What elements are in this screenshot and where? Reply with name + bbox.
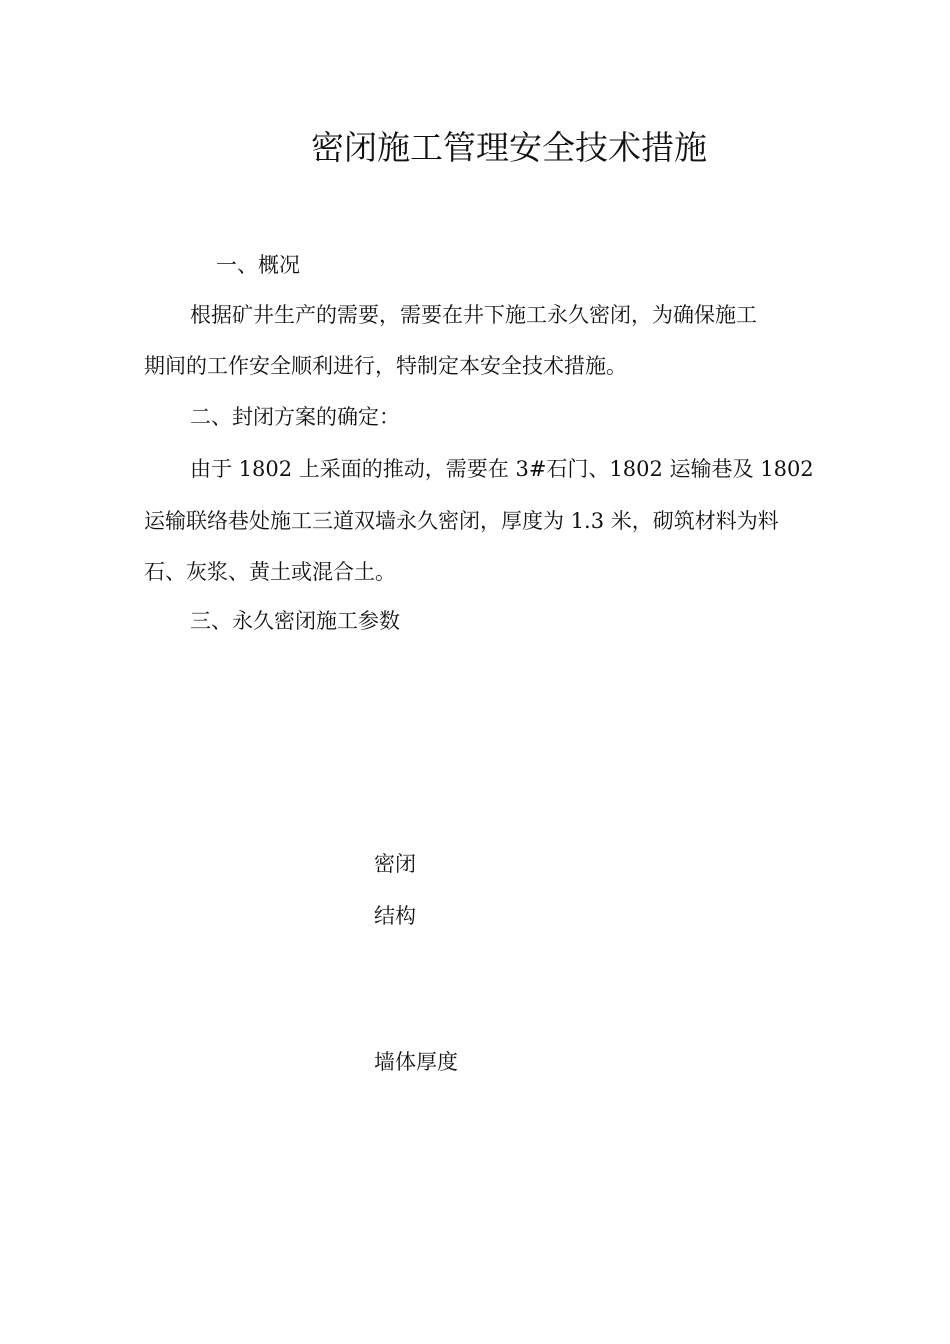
section1-heading: 一、概况 [216, 253, 300, 277]
section1-paragraph-line2: 期间的工作安全顺利进行，特制定本安全技术措施。 [144, 354, 627, 378]
table-cell-structure-line2: 结构 [374, 904, 416, 928]
table-cell-structure-line1: 密闭 [374, 852, 416, 876]
section2-paragraph-line2: 运输联络巷处施工三道双墙永久密闭，厚度为 1.3 米，砌筑材料为料 [144, 509, 779, 533]
section2-paragraph-line1: 由于 1802 上采面的推动，需要在 3#石门、1802 运输巷及 1802 [190, 457, 814, 481]
section1-paragraph-line1: 根据矿井生产的需要，需要在井下施工永久密闭，为确保施工 [190, 303, 757, 327]
section2-heading: 二、封闭方案的确定： [190, 405, 400, 429]
document-title: 密闭施工管理安全技术措施 [311, 128, 707, 167]
section2-paragraph-line3: 石、灰浆、黄土或混合土。 [144, 560, 396, 584]
section3-heading: 三、永久密闭施工参数 [190, 609, 400, 633]
table-cell-wall-thickness: 墙体厚度 [374, 1050, 458, 1074]
